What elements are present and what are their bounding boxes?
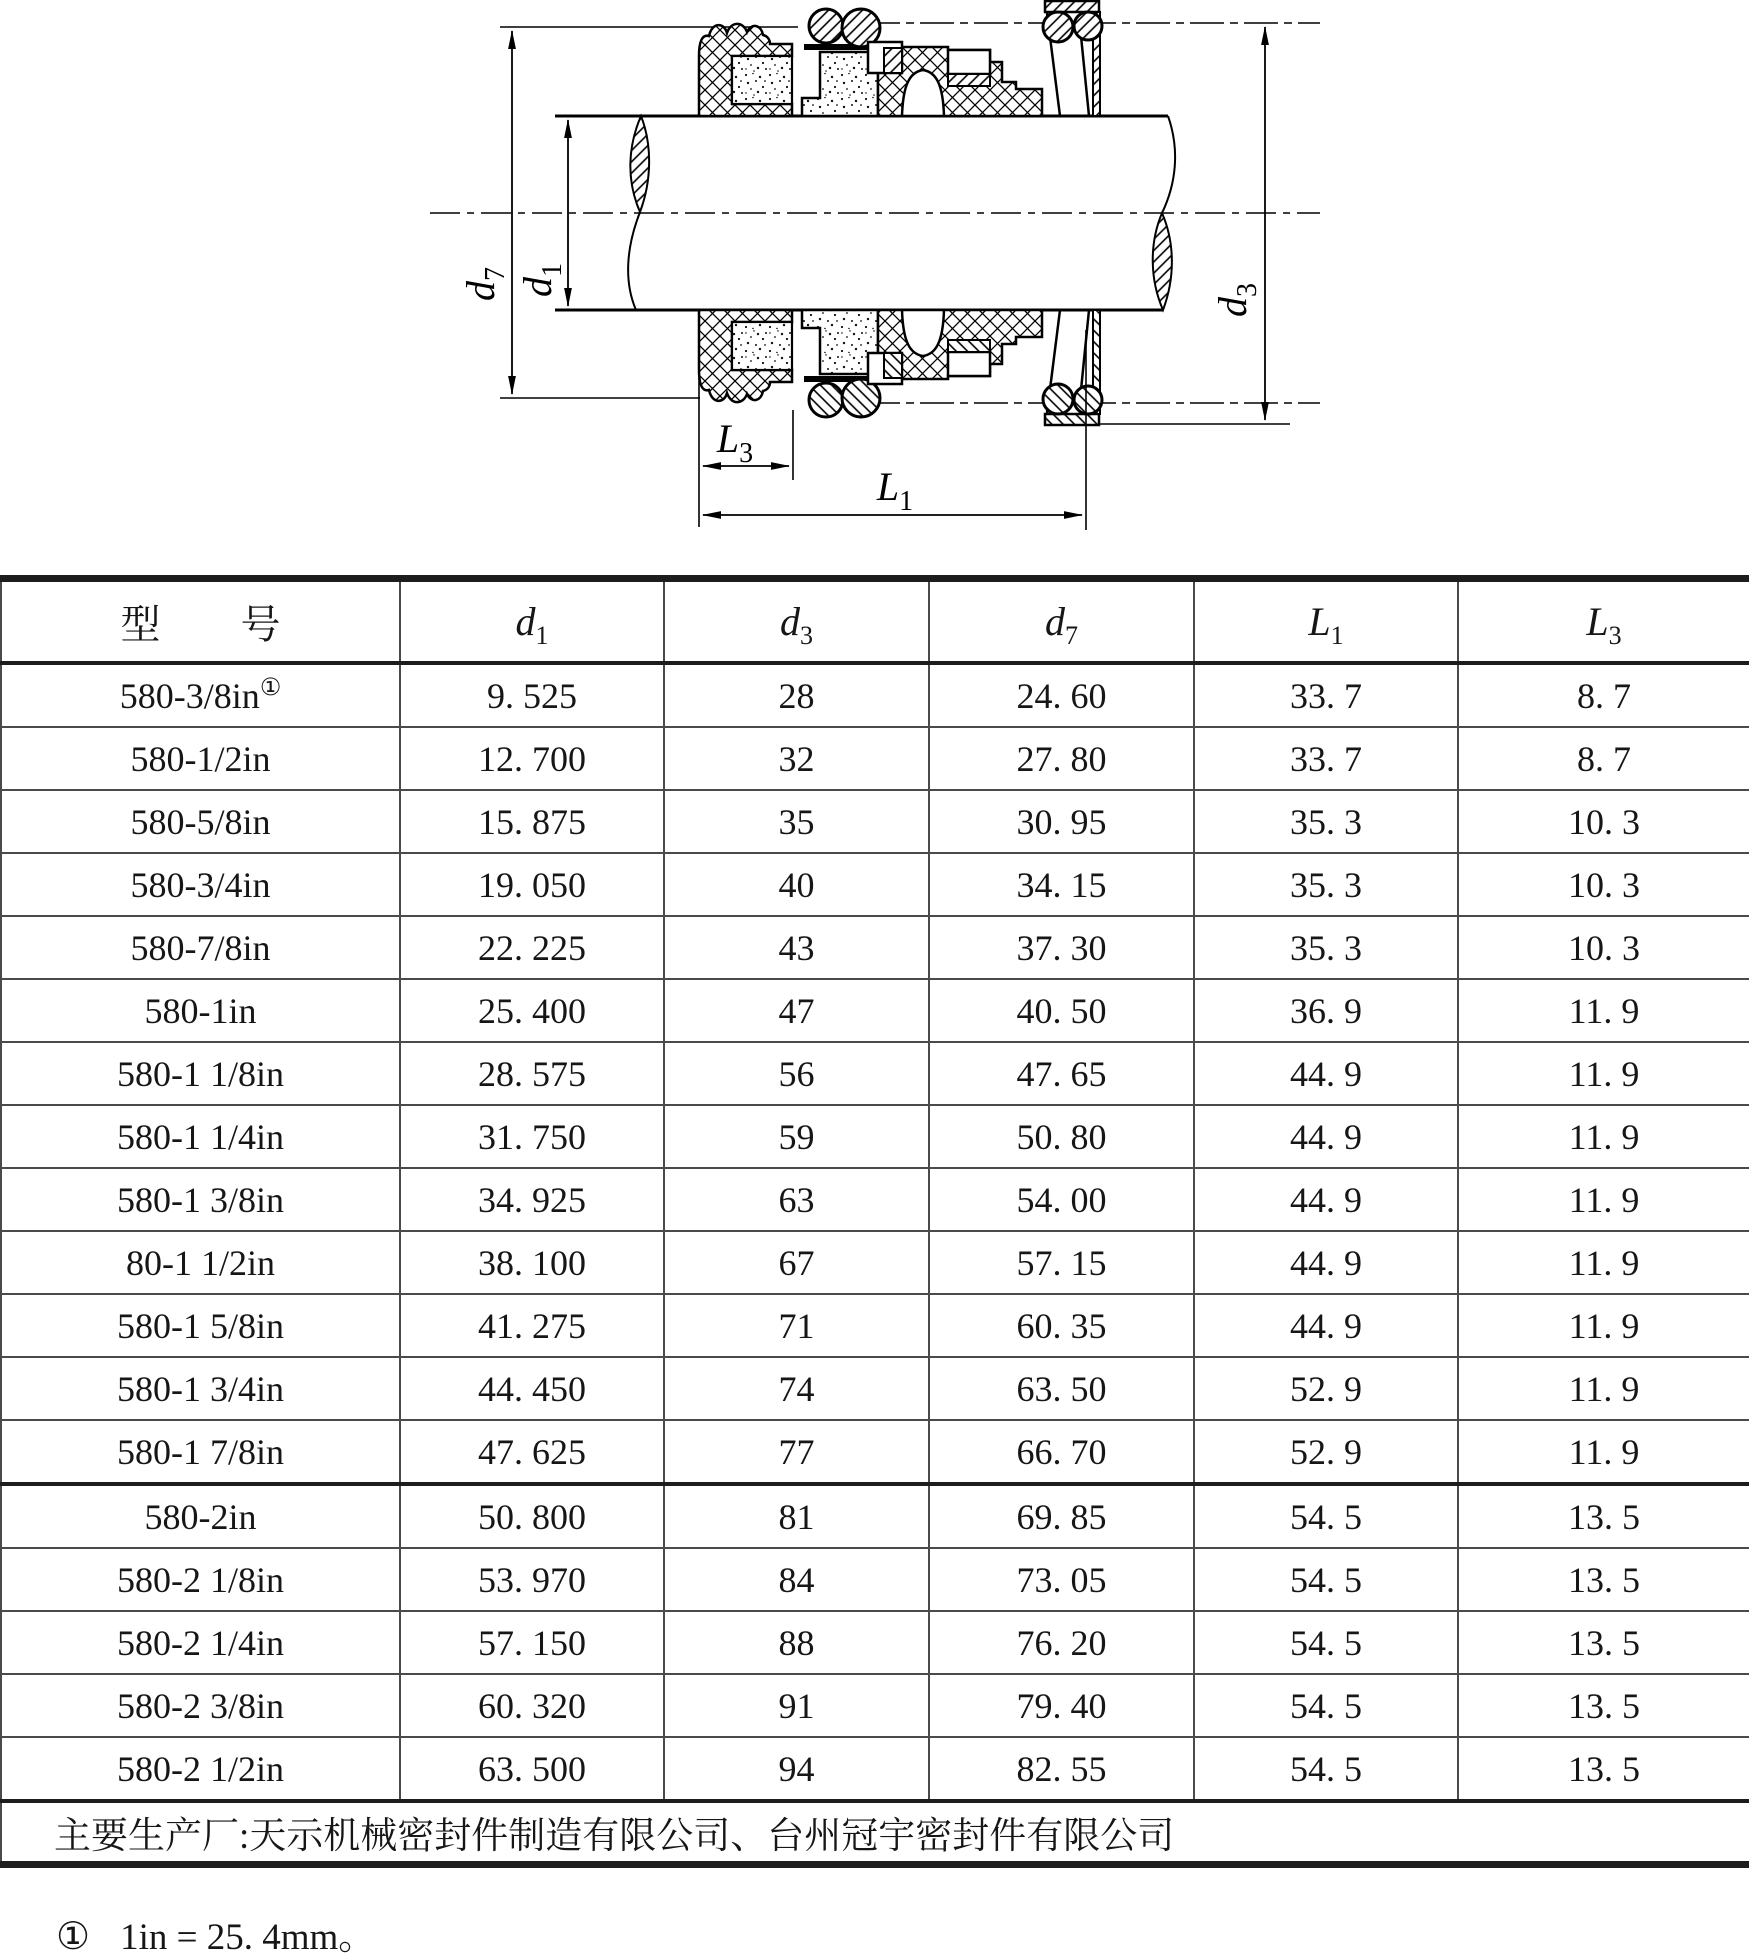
model-cell: 580-1/2in [1, 727, 400, 790]
value-cell: 35. 3 [1194, 790, 1458, 853]
value-cell: 36. 9 [1194, 979, 1458, 1042]
value-cell: 50. 800 [400, 1484, 664, 1548]
table-row [1, 727, 1749, 790]
seal-face-insert [732, 56, 792, 104]
value-cell: 73. 05 [929, 1548, 1194, 1611]
manufacturers-row [1, 1801, 1749, 1865]
value-cell: 28 [664, 663, 929, 727]
value-cell: 13. 5 [1458, 1484, 1749, 1548]
seat-ring [802, 52, 878, 116]
model-cell: 580-2 1/8in [1, 1548, 400, 1611]
value-cell: 15. 875 [400, 790, 664, 853]
value-cell: 13. 5 [1458, 1737, 1749, 1801]
shaft [430, 116, 1320, 310]
value-cell: 47 [664, 979, 929, 1042]
value-cell: 88 [664, 1611, 929, 1674]
value-cell: 13. 5 [1458, 1611, 1749, 1674]
value-cell: 57. 15 [929, 1231, 1194, 1294]
value-cell: 27. 80 [929, 727, 1194, 790]
value-cell: 41. 275 [400, 1294, 664, 1357]
spec-table-body [1, 663, 1749, 1801]
model-cell: 580-1 3/8in [1, 1168, 400, 1231]
value-cell: 52. 9 [1194, 1420, 1458, 1484]
table-row [1, 853, 1749, 916]
value-cell: 28. 575 [400, 1042, 664, 1105]
shaft-break-right [1153, 213, 1172, 310]
model-cell: 580-2 3/8in [1, 1674, 400, 1737]
footnote-marker: ① [56, 1916, 91, 1958]
table-row [1, 1737, 1749, 1801]
value-cell: 11. 9 [1458, 1231, 1749, 1294]
value-cell: 44. 9 [1194, 1294, 1458, 1357]
value-cell: 56 [664, 1042, 929, 1105]
value-cell: 35. 3 [1194, 916, 1458, 979]
column-header-L1: $L_1$ [1194, 579, 1458, 664]
value-cell: 13. 5 [1458, 1674, 1749, 1737]
seal-assembly-lower [699, 310, 1102, 425]
value-cell: 67 [664, 1231, 929, 1294]
value-cell: 50. 80 [929, 1105, 1194, 1168]
table-row [1, 1611, 1749, 1674]
value-cell: 11. 9 [1458, 1420, 1749, 1484]
column-header-d7: $d_7$ [929, 579, 1194, 664]
dim-label-d7: d7 [458, 267, 511, 301]
value-cell: 44. 9 [1194, 1231, 1458, 1294]
model-cell: 580-7/8in [1, 916, 400, 979]
value-cell: 31. 750 [400, 1105, 664, 1168]
value-cell: 82. 55 [929, 1737, 1194, 1801]
manufacturers-cell: 主要生产厂:天示机械密封件制造有限公司、台州冠宇密封件有限公司 [1, 1801, 1749, 1865]
value-cell: 59 [664, 1105, 929, 1168]
value-cell: 8. 7 [1458, 727, 1749, 790]
value-cell: 8. 7 [1458, 663, 1749, 727]
column-header-L3: $L_3$ [1458, 579, 1749, 664]
value-cell: 54. 5 [1194, 1548, 1458, 1611]
value-cell: 11. 9 [1458, 1105, 1749, 1168]
table-row [1, 1420, 1749, 1484]
value-cell: 54. 5 [1194, 1737, 1458, 1801]
column-header-d1: $d_1$ [400, 579, 664, 664]
table-row [1, 1294, 1749, 1357]
table-row [1, 1105, 1749, 1168]
value-cell: 40. 50 [929, 979, 1194, 1042]
value-cell: 44. 450 [400, 1357, 664, 1420]
value-cell: 40 [664, 853, 929, 916]
value-cell: 77 [664, 1420, 929, 1484]
value-cell: 81 [664, 1484, 929, 1548]
model-cell: 580-5/8in [1, 790, 400, 853]
value-cell: 33. 7 [1194, 663, 1458, 727]
value-cell: 71 [664, 1294, 929, 1357]
value-cell: 35 [664, 790, 929, 853]
value-cell: 44. 9 [1194, 1105, 1458, 1168]
value-cell: 11. 9 [1458, 979, 1749, 1042]
value-cell: 63. 500 [400, 1737, 664, 1801]
value-cell: 63. 50 [929, 1357, 1194, 1420]
table-row [1, 916, 1749, 979]
value-cell: 10. 3 [1458, 916, 1749, 979]
figure-area [0, 0, 1749, 556]
gland-boss [948, 50, 990, 74]
value-cell: 33. 7 [1194, 727, 1458, 790]
dim-label-d3: d3 [1210, 283, 1263, 317]
seal-assembly-upper [699, 1, 1102, 116]
seal-cross-section-diagram [0, 0, 1749, 556]
value-cell: 52. 9 [1194, 1357, 1458, 1420]
value-cell: 91 [664, 1674, 929, 1737]
model-cell: 580-1 3/4in [1, 1357, 400, 1420]
value-cell: 54. 5 [1194, 1484, 1458, 1548]
value-cell: 30. 95 [929, 790, 1194, 853]
table-row [1, 1042, 1749, 1105]
value-cell: 47. 65 [929, 1042, 1194, 1105]
table-row [1, 1548, 1749, 1611]
shaft-break-left [630, 116, 649, 212]
spring-wire-section [1074, 12, 1102, 40]
value-cell: 22. 225 [400, 916, 664, 979]
value-cell: 34. 925 [400, 1168, 664, 1231]
table-row [1, 979, 1749, 1042]
value-cell: 32 [664, 727, 929, 790]
value-cell: 94 [664, 1737, 929, 1801]
table-row [1, 1168, 1749, 1231]
value-cell: 11. 9 [1458, 1357, 1749, 1420]
value-cell: 11. 9 [1458, 1168, 1749, 1231]
value-cell: 44. 9 [1194, 1042, 1458, 1105]
value-cell: 54. 00 [929, 1168, 1194, 1231]
footnote-ref: ① [259, 674, 282, 701]
dim-label-L1: L1 [876, 464, 914, 517]
value-cell: 35. 3 [1194, 853, 1458, 916]
value-cell: 11. 9 [1458, 1042, 1749, 1105]
footnote [56, 1906, 375, 1958]
header-row [1, 579, 1749, 664]
model-cell: 580-1 1/4in [1, 1105, 400, 1168]
model-cell: 580-3/4in [1, 853, 400, 916]
value-cell: 84 [664, 1548, 929, 1611]
value-cell: 66. 70 [929, 1420, 1194, 1484]
value-cell: 76. 20 [929, 1611, 1194, 1674]
value-cell: 79. 40 [929, 1674, 1194, 1737]
value-cell: 69. 85 [929, 1484, 1194, 1548]
value-cell: 60. 320 [400, 1674, 664, 1737]
value-cell: 53. 970 [400, 1548, 664, 1611]
dim-label-d1: d1 [515, 263, 568, 297]
table-row [1, 790, 1749, 853]
value-cell: 43 [664, 916, 929, 979]
value-cell: 25. 400 [400, 979, 664, 1042]
value-cell: 63 [664, 1168, 929, 1231]
value-cell: 37. 30 [929, 916, 1194, 979]
table-row [1, 1231, 1749, 1294]
spring-coil-section [809, 9, 843, 43]
value-cell: 24. 60 [929, 663, 1194, 727]
model-cell: 580-2 1/4in [1, 1611, 400, 1674]
value-cell: 11. 9 [1458, 1294, 1749, 1357]
spec-table [0, 575, 1749, 1868]
value-cell: 13. 5 [1458, 1548, 1749, 1611]
model-cell: 580-2 1/2in [1, 1737, 400, 1801]
model-cell: 580-1 7/8in [1, 1420, 400, 1484]
value-cell: 54. 5 [1194, 1611, 1458, 1674]
value-cell: 10. 3 [1458, 790, 1749, 853]
value-cell: 34. 15 [929, 853, 1194, 916]
model-cell: 580-3/8in① [1, 663, 400, 727]
value-cell: 10. 3 [1458, 853, 1749, 916]
dim-label-L3: L3 [716, 416, 754, 469]
model-cell: 580-1 1/8in [1, 1042, 400, 1105]
model-cell: 580-1 5/8in [1, 1294, 400, 1357]
value-cell: 19. 050 [400, 853, 664, 916]
value-cell: 38. 100 [400, 1231, 664, 1294]
column-header-d3: $d_3$ [664, 579, 929, 664]
column-header-model: 型 号 [1, 579, 400, 664]
table-row [1, 1674, 1749, 1737]
value-cell: 54. 5 [1194, 1674, 1458, 1737]
collar-plate [1045, 1, 1099, 12]
model-cell: 580-1in [1, 979, 400, 1042]
spring-wire-section [1043, 12, 1073, 42]
model-cell: 580-2in [1, 1484, 400, 1548]
table-row [1, 663, 1749, 727]
table-row [1, 1357, 1749, 1420]
table-row [1, 1484, 1749, 1548]
model-cell: 80-1 1/2in [1, 1231, 400, 1294]
value-cell: 57. 150 [400, 1611, 664, 1674]
footnote-text: 1in = 25. 4mm。 [120, 1917, 376, 1958]
value-cell: 44. 9 [1194, 1168, 1458, 1231]
value-cell: 60. 35 [929, 1294, 1194, 1357]
value-cell: 12. 700 [400, 727, 664, 790]
value-cell: 47. 625 [400, 1420, 664, 1484]
value-cell: 74 [664, 1357, 929, 1420]
value-cell: 9. 525 [400, 663, 664, 727]
